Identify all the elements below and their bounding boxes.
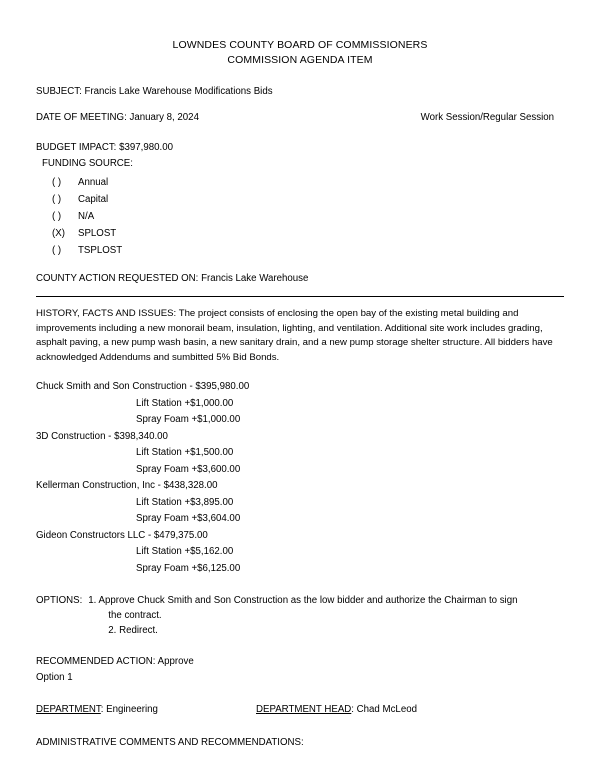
funding-option-label: Capital [78,194,109,205]
date-value: January 8, 2024 [129,112,199,123]
session-type: Work Session/Regular Session [420,112,554,123]
subject-line [36,84,564,100]
subject-row [36,84,564,100]
funding-options [36,174,564,259]
bid-company: 3D Construction - $398,340.00 [36,430,168,442]
date-line [36,110,199,126]
bid-addon: Lift Station +$3,895.00 [136,496,234,508]
date-label: DATE OF MEETING: [36,112,127,123]
header-line-1: LOWNDES COUNTY BOARD OF COMMISSIONERS [172,39,428,51]
history-label: HISTORY, FACTS AND ISSUES: [36,308,177,319]
funding-option-na[interactable] [52,208,564,225]
county-action-line [36,271,564,290]
bid-company: Kellerman Construction, Inc - $438,328.00 [36,480,218,491]
bid-company: Chuck Smith and Son Construction - $395,980.00 [36,381,250,392]
bid-company: Gideon Constructors LLC - $479,375.00 [36,529,208,541]
option-2: 2. Redirect. [108,625,158,636]
department-head-value: : Chad McLeod [351,704,417,715]
header-line-2: COMMISSION AGENDA ITEM [227,54,373,66]
bid-addon: Spray Foam +$1,000.00 [136,414,241,425]
recommended-action-section [36,654,564,686]
funding-option-annual[interactable] [52,174,564,191]
funding-option-tsplost[interactable] [52,242,564,259]
recommended-action-label: RECOMMENDED ACTION: [36,656,156,667]
funding-option-label: SPLOST [78,228,117,239]
history-section [36,307,564,365]
options-label: OPTIONS: [36,595,83,606]
document-header [36,38,564,68]
department-value: : Engineering [100,704,158,715]
department-head-field [256,704,417,715]
funding-option-label: TSPLOST [78,245,123,256]
budget-block [36,140,564,259]
checkbox-annual[interactable]: ( ) [52,177,62,188]
bid-addon: Lift Station +$1,000.00 [136,397,234,409]
county-action-value: Francis Lake Warehouse [201,273,309,284]
funding-option-splost[interactable] [52,225,564,242]
department-label: DEPARTMENT [36,704,101,715]
budget-impact-line [36,140,564,156]
department-row [36,704,564,715]
checkbox-capital[interactable]: ( ) [52,194,62,205]
checkbox-tsplost[interactable]: ( ) [52,245,62,256]
bid-addon: Spray Foam +$3,604.00 [136,513,241,524]
budget-impact-label: BUDGET IMPACT: [36,142,117,153]
date-session-row [36,110,564,126]
subject-label: SUBJECT: [36,86,82,97]
bid-addon: Spray Foam +$3,600.00 [136,463,241,475]
recommended-option: Option 1 [36,672,73,683]
checkbox-na[interactable]: ( ) [52,211,62,222]
option-1-line2: the contract. [108,610,162,621]
county-action-label: COUNTY ACTION REQUESTED ON: [36,273,199,284]
admin-comments-label: ADMINISTRATIVE COMMENTS AND RECOMMENDATIONS: [36,737,304,748]
funding-option-label: N/A [78,211,95,222]
option-1-line1: 1. Approve Chuck Smith and Son Construction as the low bidder and authorize the Chairman to sign [88,595,518,606]
funding-source-label: FUNDING SOURCE: [42,158,133,169]
recommended-action-line [36,654,564,670]
department-head-label: DEPARTMENT HEAD [256,704,352,715]
budget-impact-value: $397,980.00 [119,142,173,153]
options-section [36,593,564,638]
bid-addon: Lift Station +$5,162.00 [136,546,234,557]
bid-addon: Spray Foam +$6,125.00 [136,562,241,574]
bids-list [36,379,564,577]
checkbox-splost[interactable]: (X) [52,228,65,239]
funding-option-capital[interactable] [52,191,564,208]
history-text: The project consists of enclosing the open bay of the existing metal building and improvements including a new monorail beam, insulation, lighting, and ventilation. Additional site work includes grading, asphalt paving, a new pump wash basin, a new sanitary drain, and a new pump storage shelter structure. All bidders have acknowledged Addendums and sumbitted 5% Bid Bonds. [36,308,553,363]
funding-option-label: Annual [78,177,109,188]
department-field [36,704,256,715]
recommended-action-value: Approve [157,656,194,667]
divider [36,296,564,297]
bid-addon: Lift Station +$1,500.00 [136,447,234,458]
subject-value: Francis Lake Warehouse Modifications Bids [84,86,273,97]
